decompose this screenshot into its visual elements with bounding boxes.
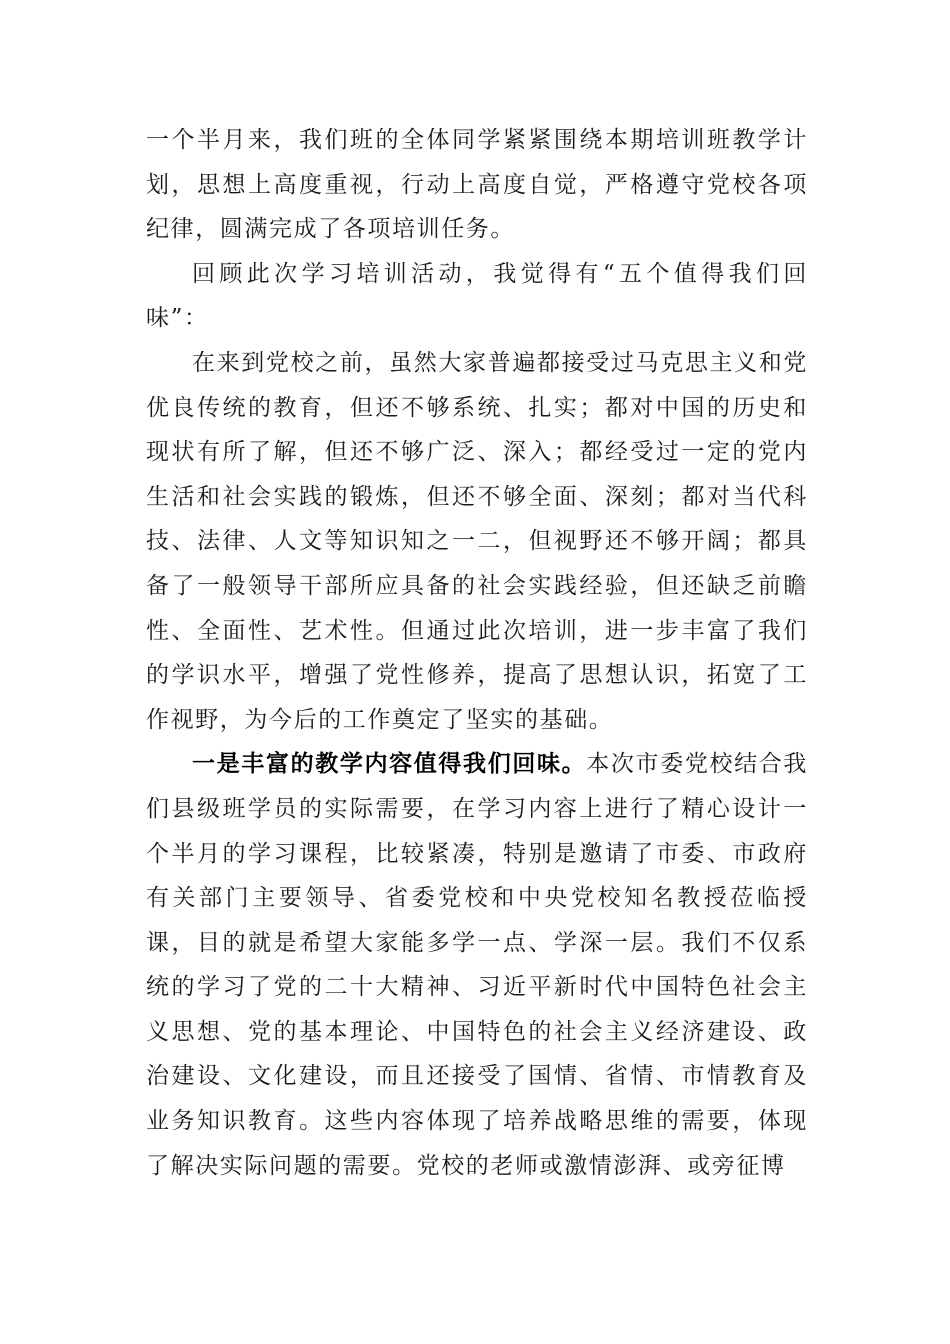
paragraph-continuation [146, 118, 808, 252]
paragraph-background [146, 341, 808, 742]
document-body [146, 118, 808, 1188]
paragraph-text: 一个半月来，我们班的全体同学紧紧围绕本期培训班教学计划，思想上高度重视，行动上高度自觉，严格遵守党校各项纪律，圆满完成了各项培训任务。 [146, 127, 808, 243]
paragraph-text: 在来到党校之前，虽然大家普遍都接受过马克思主义和党优良传统的教育，但还不够系统、扎实；都对中国的历史和现状有所了解，但还不够广泛、深入；都经受过一定的党内生活和社会实践的锻炼，但还不够全面、深刻；都对当代科技、法律、人文等知识知之一二，但视野还不够开阔；都具备了一般领导干部所应具备的社会实践经验，但还缺乏前瞻性、全面性、艺术性。但通过此次培训，进一步丰富了我们的学识水平，增强了党性修养，提高了思想认识，拓宽了工作视野，为今后的工作奠定了坚实的基础。 [146, 349, 808, 733]
paragraph-point-one [146, 742, 808, 1188]
paragraph-text: 回顾此次学习培训活动，我觉得有“五个值得我们回味”： [146, 260, 808, 332]
paragraph-text: 本次市委党校结合我们县级班学员的实际需要，在学习内容上进行了精心设计一个半月的学习课程，比较紧凑，特别是邀请了市委、市政府有关部门主要领导、省委党校和中央党校知名教授莅临授课，目的就是希望大家能多学一点、学深一层。我们不仅系统的学习了党的二十大精神、习近平新时代中国特色社会主义思想、党的基本理论、中国特色的社会主义经济建设、政治建设、文化建设，而且还接受了国情、省情、市情教育及业务知识教育。这些内容体现了培养战略思维的需要，体现了解决实际问题的需要。党校的老师或激情澎湃、或旁征博 [146, 751, 808, 1179]
paragraph-intro [146, 252, 808, 341]
paragraph-heading: 一是丰富的教学内容值得我们回味。 [192, 750, 587, 778]
